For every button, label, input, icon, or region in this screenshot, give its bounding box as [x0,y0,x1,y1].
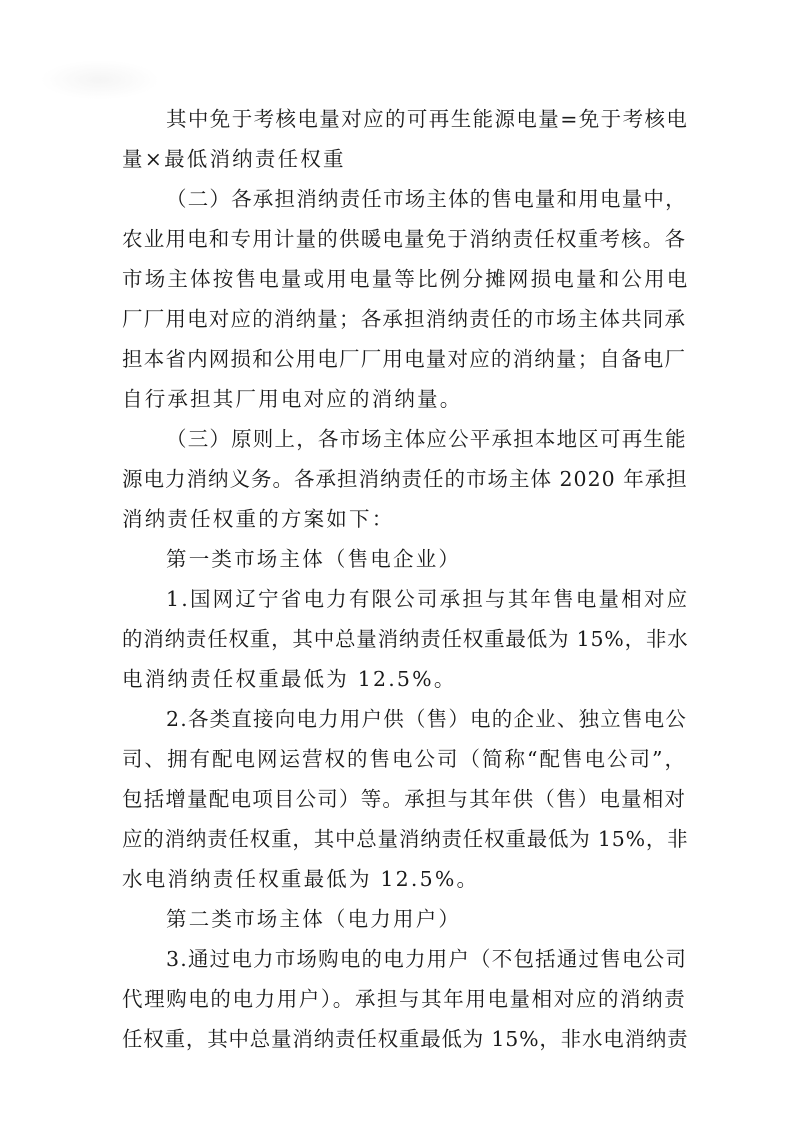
text-line: 包括增量配电项目公司）等。承担与其年供（售）电量相对 [122,787,687,811]
text-line: 厂厂用电对应的消纳量；各承担消纳责任的市场主体共同承 [122,307,687,331]
text-line: 应的消纳责任权重，其中总量消纳责任权重最低为 15%，非 [122,827,689,851]
text-line: 自行承担其厂用电对应的消纳量。 [122,387,463,411]
text-line: （二）各承担消纳责任市场主体的售电量和用电量中， [166,187,687,211]
section-heading: 第一类市场主体（售电企业） [166,547,462,571]
text-line: 任权重，其中总量消纳责任权重最低为 15%，非水电消纳责 [122,1027,689,1051]
text-line: 的消纳责任权重，其中总量消纳责任权重最低为 15%，非水 [122,627,689,651]
text-line: 1.国网辽宁省电力有限公司承担与其年售电量相对应 [166,587,690,611]
text-line: 电消纳责任权重最低为 12.5%。 [122,667,457,691]
text-line: 源电力消纳义务。各承担消纳责任的市场主体 2020 年承担 [122,467,688,491]
text-line: 农业用电和专用计量的供暖电量免于消纳责任权重考核。各 [122,227,687,251]
text-line: 量×最低消纳责任权重 [122,147,346,171]
text-line: 消纳责任权重的方案如下： [122,507,395,531]
text-line: 水电消纳责任权重最低为 12.5%。 [122,867,480,891]
text-line: 3.通过电力市场购电的电力用户（不包括通过售电公司 [166,947,688,971]
scan-smudge [40,60,160,100]
text-line: 2.各类直接向电力用户供（售）电的企业、独立售电公 [166,707,688,731]
text-line: 市场主体按售电量或用电量等比例分摊网损电量和公用电 [122,267,690,291]
text-line: 担本省内网损和公用电厂厂用电量对应的消纳量；自备电厂 [122,347,687,371]
text-line: 司、拥有配电网运营权的售电公司（简称“配售电公司”， [122,747,687,771]
text-line: 其中免于考核电量对应的可再生能源电量=免于考核电 [166,107,689,131]
text-line: 代理购电的电力用户）。承担与其年用电量相对应的消纳责 [122,987,687,1011]
text-line: （三）原则上，各市场主体应公平承担本地区可再生能 [166,427,687,451]
section-heading: 第二类市场主体（电力用户） [166,907,462,931]
